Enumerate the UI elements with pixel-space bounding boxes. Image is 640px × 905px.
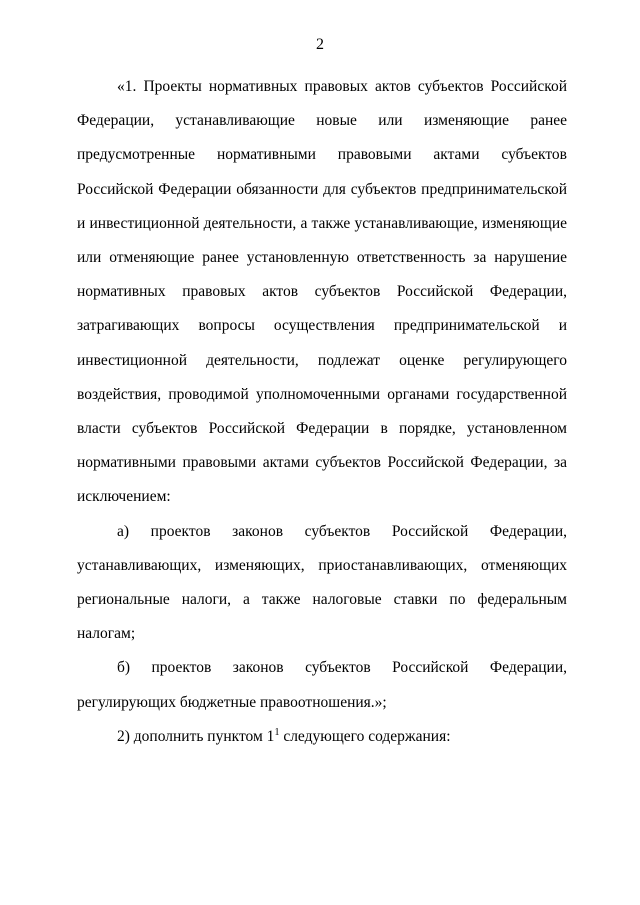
paragraph-1: «1. Проекты нормативных правовых актов субъектов Российской Федерации, устанавливающие новые или изменяющие ранее предусмотренные нормативными правовыми актами субъектов Российской Федерации обязанности для субъектов предпринимательской и инвестиционной деятельности, а также устанавливающие, изменяющие или отменяющие ранее установленную ответственность за нарушение нормативных правовых актов субъектов Российской Федерации, затрагивающих вопросы осуществления предпринимательской и инвестиционной деятельности, подлежат оценке регулирующего воздействия, проводимой уполномоченными органами государственной власти субъектов Российской Федерации в порядке, установленном нормативными правовыми актами субъектов Российской Федерации, за исключением: (77, 78, 567, 506)
page-number: 2 (316, 36, 324, 53)
paragraph-2-item-a: а) проектов законов субъектов Российской Федерации, устанавливающих, изменяющих, приостанавливающих, отменяющих региональные налоги, а также налоговые ставки по федеральным налогам; (77, 522, 567, 643)
paragraph-3-item-b: б) проектов законов субъектов Российской Федерации, регулирующих бюджетные правоотношения.»; (77, 659, 567, 711)
paragraph-4-text-before: 2) дополнить пунктом 1 (117, 727, 275, 745)
paragraph-4-superscript: 1 (274, 726, 280, 738)
document-body (77, 70, 567, 754)
paragraph-4-text-after: следующего содержания: (279, 727, 451, 745)
paragraph-4 (77, 720, 567, 754)
